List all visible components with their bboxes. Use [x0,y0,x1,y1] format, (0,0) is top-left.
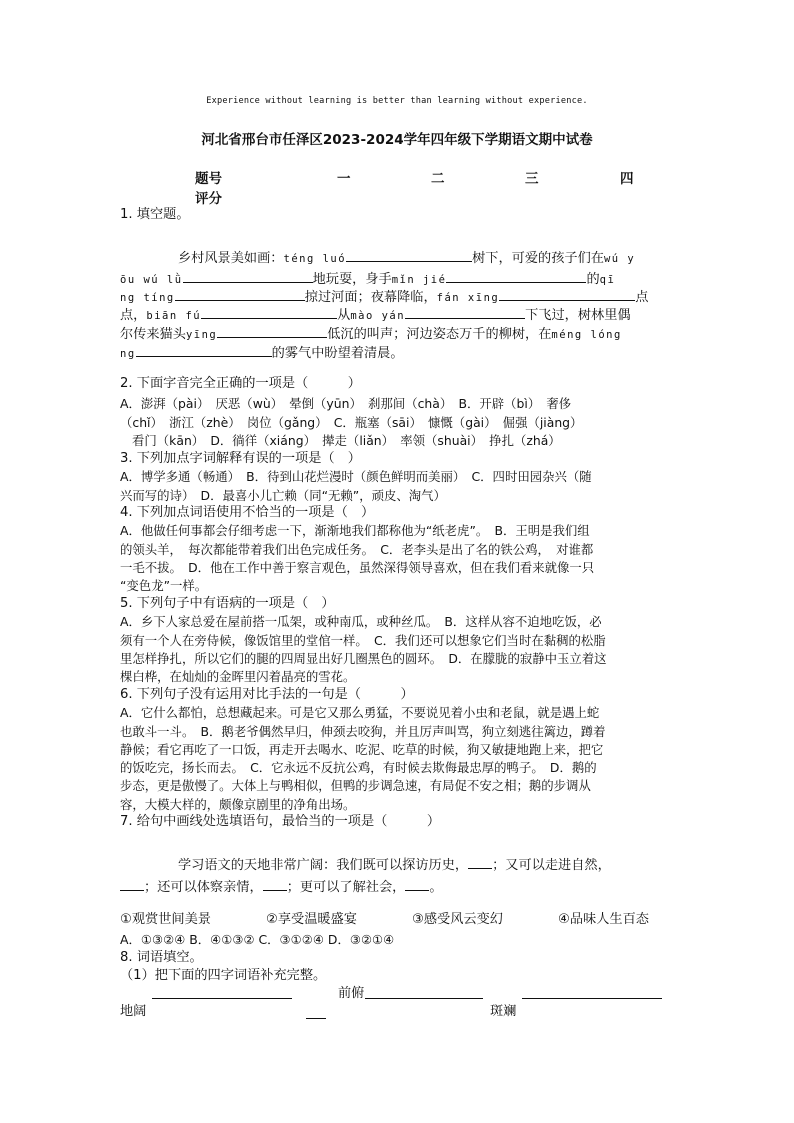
q1-pinyin: mào yán [350,310,406,322]
q1-blank[interactable] [217,323,327,338]
question-6-title: 6. 下列句子没有运用对比手法的一句是（ ） [120,687,414,702]
q1-pinyin: ng [120,348,136,360]
question-7-passage-line-2 [120,876,443,897]
q1-text: 下飞过，树林里偶 [525,308,631,323]
question-5-line: A．乡下人家总爱在屋前搭一瓜架，或种南瓜，或种丝瓜。 B．这样从容不迫地吃饭，必 [120,614,602,629]
question-4-line: “变色龙”一样。 [120,578,208,593]
q7-blank[interactable] [120,876,144,891]
question-1-title: 1. 填空题。 [120,207,190,222]
q8-word: 前俯 [338,986,365,1001]
score-table-col-label: 题号 [195,171,222,187]
q7-text: ；还可以体察亲情， [144,880,263,895]
q1-pinyin: wú y [603,253,636,265]
question-6-line: 步态，更是傲慢了。大体上与鸭相似，但鸭的步调急速，有局促不安之相；鹅的步调从 [120,778,591,793]
q7-option: ④品味人生百态 [558,912,649,927]
question-2-line: 看门（kān） D．徜徉（xiáng） 撵走（liǎn） 率领（shuài） 挣扎（zhá） [132,433,561,448]
q8-blank-line[interactable] [306,1018,326,1019]
question-2-title: 2. 下面字音完全正确的一项是（ ） [120,376,361,391]
score-table-col-2: 二 [431,171,445,187]
q8-blank-line[interactable] [522,998,662,999]
question-1-line-5 [120,323,622,344]
question-5-line: 棵白桦，在灿灿的金晖里闪着晶亮的雪花。 [120,669,356,684]
question-1-line-4 [120,304,631,325]
question-8-sub-1: （1）把下面的四字词语补充完整。 [120,968,327,983]
q8-word: 斑斓 [490,1004,517,1019]
score-table-col-3: 三 [525,171,539,187]
score-table-col-1: 一 [337,171,351,187]
question-5-line: 里怎样挣扎，所以它们的腿的四周显出好几圈黑色的圆环。 D．在朦胧的寂静中玉立着这 [120,651,607,666]
q1-text: 从 [337,308,351,323]
q1-text: 乡村风景美如画： [178,251,284,266]
q1-blank[interactable] [446,268,586,283]
q7-blank[interactable] [468,854,492,869]
q1-pinyin: téng luó [283,253,347,265]
exam-title: 河北省邢台市任泽区2023-2024学年四年级下学期语文期中试卷 [201,132,593,148]
q1-blank[interactable] [175,286,305,301]
q7-text: 。 [429,880,443,895]
question-6-line: 容，大模大样的，颇像京剧里的净角出场。 [120,797,356,812]
q1-blank[interactable] [183,268,313,283]
q1-blank[interactable] [201,304,337,319]
question-1-line-6 [120,342,404,363]
question-6-line: 静候；看它再吃了一口饭，再走开去喝水、吃泥、吃草的时候，狗又敏捷地跑上来，把它 [120,742,604,757]
q7-blank[interactable] [263,876,287,891]
question-6-line: 也敢斗一斗。 B．鹅老爷偶然早归，伸颈去咬狗，并且厉声叫骂，狗立刻逃往篱边，蹲着 [120,724,606,739]
question-5-line: 须有一个人在旁侍候，像饭馆里的堂倌一样。 C．我们还可以想象它们当时在黏稠的松脂 [120,633,606,648]
question-3-line: A．博学多通（畅通） B．待到山花烂漫时（颜色鲜明而美丽） C．四时田园杂兴（随 [120,469,592,484]
page-motto: Experience without learning is better than learning without experience. [206,96,588,106]
score-table-row-label: 评分 [195,191,222,207]
q1-text: 掠过河面；夜幕降临， [304,290,437,305]
q1-blank[interactable] [346,247,472,262]
q7-option: ①观赏世间美景 [120,912,211,927]
q8-blank-line[interactable] [365,998,483,999]
q1-blank[interactable] [136,342,272,357]
q1-blank[interactable] [499,286,635,301]
q1-text: 低沉的叫声；河边姿态万千的柳树，在 [327,327,552,342]
q8-blank-line[interactable] [152,998,292,999]
question-4-line: 一毛不拔。 D．他在工作中善于察言观色，虽然深得领导喜欢，但在我们看来就像一只 [120,560,595,575]
q1-text: 的雾气中盼望着清晨。 [271,346,404,361]
q1-blank[interactable] [405,304,525,319]
q1-pinyin: fán xīng [436,292,500,304]
q7-text: ；更可以了解社会， [286,880,406,895]
q7-option: ③感受风云变幻 [412,912,503,927]
q8-word: 地阔 [120,1004,147,1019]
question-4-line: 的领头羊， 每次都能带着我们出色完成任务。 C．老李头是出了名的铁公鸡， 对谁都 [120,542,594,557]
q1-text: 点 [635,290,649,305]
q1-pinyin: méng lóng [551,329,622,341]
q1-text: 地玩耍，身手 [312,272,392,287]
q7-blank[interactable] [405,876,429,891]
question-2-line: （chǐ） 浙江（zhè） 岗位（gǎng） C．瓶塞（sāi） 慷慨（gài） 倔强（jiàng） [120,415,583,430]
q1-pinyin: mǐn jié [391,274,447,286]
question-7-passage-line-1 [178,854,611,875]
question-6-line: A．它什么都怕，总想藏起来。可是它又那么勇猛，不要说见着小虫和老鼠，就是遇上蛇 [120,705,600,720]
score-table-col-4: 四 [620,171,634,187]
q7-text: 学习语文的天地非常广阔：我们既可以探访历史， [178,858,469,873]
question-3-title: 3. 下列加点字词解释有误的一项是（ ） [120,451,361,466]
q1-pinyin: biān fú [146,310,202,322]
question-5-title: 5. 下列句子中有语病的一项是（ ） [120,596,335,611]
q1-pinyin: ōu wú lǜ [120,274,183,286]
q7-option: ②享受温暖盛宴 [266,912,357,927]
q1-pinyin: yīng [185,329,218,341]
question-3-line: 兴而写的诗） D．最喜小儿亡赖（同“无赖”，顽皮、淘气） [120,488,446,503]
q1-pinyin: ng tíng [120,292,175,304]
q1-text: 树下，可爱的孩子们在 [472,251,604,266]
q7-text: ；又可以走进自然， [492,858,611,873]
q1-text: 点， [120,308,147,323]
question-2-line: A．澎湃（pài） 厌恶（wù） 晕倒（yūn） 刹那间（chà） B．开辟（bì） 奢侈 [120,396,572,411]
question-4-line: A．他做任何事都会仔细考虑一下，渐渐地我们都称他为“纸老虎”。 B．王明是我们组 [120,523,590,538]
question-6-line: 的饭吃完，扬长而去。 C．它永远不反抗公鸡，有时候去欺侮最忠厚的鸭子。 D．鹅的 [120,760,597,775]
q1-pinyin: qī [599,274,616,286]
question-7-answers: A．①③②④ B．④①③② C．③①②④ D．③②①④ [120,932,395,947]
question-7-title: 7. 给句中画线处选填语句，最恰当的一项是（ ） [120,814,441,829]
q1-text: 的 [586,272,600,287]
question-1-line-1 [178,247,635,268]
q1-text: 尔传来猫头 [120,327,186,342]
question-8-title: 8. 词语填空。 [120,950,203,965]
question-4-title: 4. 下列加点词语使用不恰当的一项是（ ） [120,505,375,520]
